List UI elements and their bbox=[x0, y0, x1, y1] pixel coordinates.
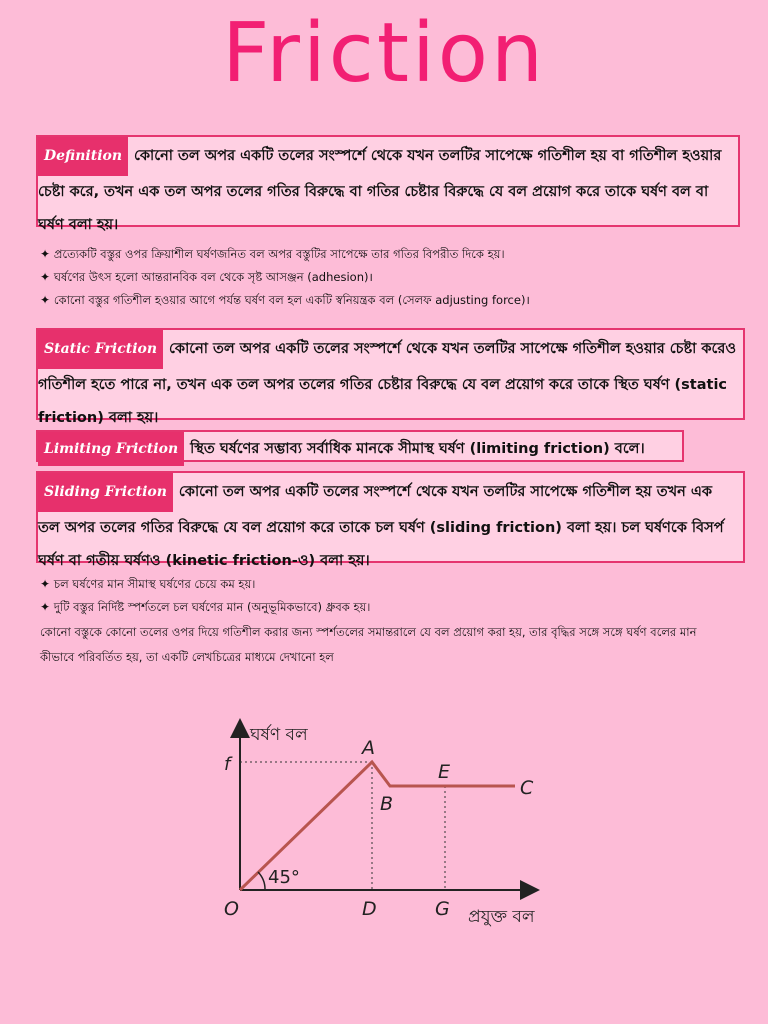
bullet-list-2 bbox=[40, 573, 370, 619]
list-item: ✦ প্রত্যেকটি বস্তুর ওপর ক্রিয়াশীল ঘর্ষণজনিত বল অপর বস্তুটির সাপেক্ষে তার গতির বিপরীত দিকে হয়। bbox=[40, 243, 530, 266]
point-d-label: D bbox=[362, 898, 377, 920]
sliding-text-block bbox=[38, 473, 743, 578]
friction-graph bbox=[210, 710, 570, 950]
limiting-text-block bbox=[38, 432, 682, 466]
sliding-friction-text: কোনো তল অপর একটি তলের সংস্পর্শে থেকে যখন তলটির সাপেক্ষে গতিশীল হয় তখন এক তল অপর তলের গতির বিরুদ্ধে যে বল প্রয়োগ করে তাকে চল ঘর্ষণ (sliding friction) বলা হয়। চল ঘর্ষণকে বিসর্প ঘর্ষণ বা গতীয় ঘর্ষণও (kinetic friction-ও) বলা হয়। bbox=[38, 484, 724, 569]
sliding-friction-tag: Sliding Friction bbox=[38, 473, 173, 512]
definition-text: কোনো তল অপর একটি তলের সংস্পর্শে থেকে যখন তলটির সাপেক্ষে গতিশীল হয় বা গতিশীল হওয়ার চেষ্টা করে, তখন এক তল অপর তলের গতির বিরুদ্ধে বা গতির চেষ্টার বিরুদ্ধে যে বল প্রয়োগ করে তাকে ঘর্ষণ বল বা ঘর্ষণ বলা হয়। bbox=[38, 148, 722, 233]
explanation-paragraph: কোনো বস্তুকে কোনো তলের ওপর দিয়ে গতিশীল করার জন্য স্পর্শতলের সমান্তরালে যে বল প্রয়োগ করা হয়, তার বৃদ্ধির সঙ্গে সঙ্গে ঘর্ষণ বলের মান কীভাবে পরিবর্তিত হয়, তা একটি লেখচিত্রের মাধ্যমে দেখানো হল bbox=[40, 625, 697, 664]
point-b-label: B bbox=[380, 793, 394, 815]
point-f-label: f bbox=[224, 754, 231, 775]
sliding-friction-box bbox=[36, 471, 745, 569]
point-a-label: A bbox=[362, 737, 375, 759]
list-item: ✦ চল ঘর্ষণের মান সীমাস্থ ঘর্ষণের চেয়ে কম হয়। bbox=[40, 573, 370, 596]
limiting-friction-box bbox=[36, 430, 684, 462]
definition-text-block bbox=[38, 137, 738, 242]
angle-arc bbox=[258, 872, 265, 890]
point-e-label: E bbox=[438, 761, 451, 783]
static-friction-text: কোনো তল অপর একটি তলের সংস্পর্শে থেকে যখন তলটির সাপেক্ষে গতিশীল হওয়ার চেষ্টা করেও গতিশীল হতে পারে না, তখন এক তল অপর তলের গতির চেষ্টার বিরুদ্ধে যে বল প্রয়োগ করে তাকে স্থিত ঘর্ষণ (static friction) বলা হয়। bbox=[38, 341, 737, 426]
definition-box bbox=[36, 135, 740, 233]
page-title: Friction bbox=[222, 6, 546, 101]
list-item: ✦ কোনো বস্তুর গতিশীল হওয়ার আগে পর্যন্ত ঘর্ষণ বল হল একটি স্বনিয়ন্ত্রক বল (সেলফ adjusting force)। bbox=[40, 289, 530, 312]
static-friction-box bbox=[36, 328, 745, 426]
point-o-label: O bbox=[224, 898, 239, 920]
point-g-label: G bbox=[435, 898, 450, 920]
static-text-block bbox=[38, 330, 743, 435]
limiting-friction-text: স্থিত ঘর্ষণের সম্ভাব্য সর্বাধিক মানকে সীমাস্থ ঘর্ষণ (limiting friction) বলে। bbox=[190, 441, 645, 457]
angle-label: 45° bbox=[268, 867, 300, 888]
x-axis-label: প্রযুক্ত বল bbox=[468, 907, 535, 927]
definition-tag: Definition bbox=[38, 137, 128, 176]
bullet-list-1 bbox=[40, 243, 530, 312]
point-c-label: C bbox=[520, 777, 534, 799]
limiting-friction-tag: Limiting Friction bbox=[38, 432, 184, 466]
list-item: ✦ দুটি বস্তুর নির্দিষ্ট স্পর্শতলে চল ঘর্ষণের মান (অনুভূমিকভাবে) ধ্রুবক হয়। bbox=[40, 596, 370, 619]
list-item: ✦ ঘর্ষণের উৎস হলো আন্তরানবিক বল থেকে সৃষ্ট আসঞ্জন (adhesion)। bbox=[40, 266, 530, 289]
y-axis-label: ঘর্ষণ বল bbox=[250, 725, 308, 745]
static-friction-tag: Static Friction bbox=[38, 330, 163, 369]
